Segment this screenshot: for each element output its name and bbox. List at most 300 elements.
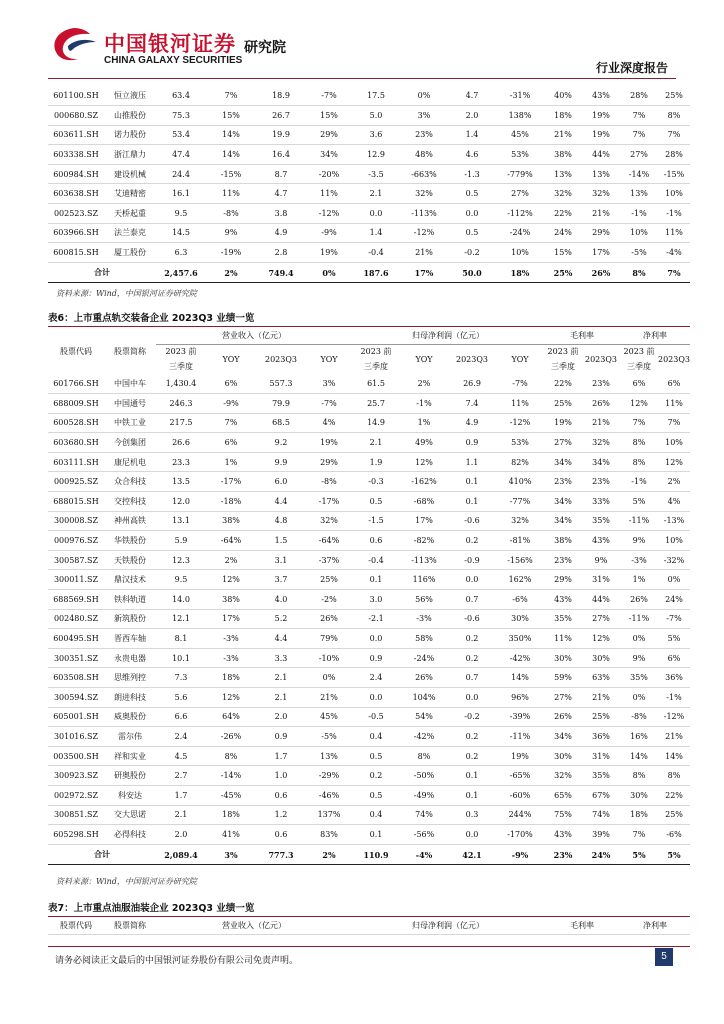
t6-cell: 31% (582, 746, 620, 766)
t6-cell: 30% (496, 609, 544, 629)
h-nm-ytd: 2023 前 (623, 347, 655, 357)
t6-cell: 26% (582, 394, 620, 414)
table7-caption: 表7：上市重点油服油装企业 2023Q3 业绩一览 (48, 903, 255, 914)
institute-label: 研究院 (244, 40, 286, 56)
t6-cell: 12% (400, 452, 448, 472)
h-gm-ytd2: 三季度 (551, 362, 575, 371)
t6-cell: -162% (400, 472, 448, 492)
t5-cell: -14% (620, 164, 658, 184)
t6-cell: 22% (658, 785, 690, 805)
t5-cell: 6.3 (156, 243, 206, 263)
t6-cell: 1.0 (256, 766, 306, 786)
t5-cell: 13% (620, 184, 658, 204)
t5-total-cell: 17% (400, 262, 448, 283)
t6-cell: 7% (206, 413, 256, 433)
t6-cell: 0.7 (448, 590, 496, 610)
t5-cell: 21% (400, 243, 448, 263)
t6-cell: 1.7 (156, 785, 206, 805)
t6-cell: 思维列控 (104, 668, 156, 688)
t6-cell: -3% (400, 609, 448, 629)
t5-cell: 138% (496, 106, 544, 126)
source-note-1: 资料来源：Wind，中国银河证券研究院 (56, 289, 197, 298)
t6-cell: -6% (496, 590, 544, 610)
t6-cell: 43% (544, 590, 582, 610)
t5-cell: 29% (306, 125, 352, 145)
t6-cell: 中国中车 (104, 374, 156, 394)
t5-cell: 24.4 (156, 164, 206, 184)
t5-cell: 9% (206, 223, 256, 243)
t5-cell: -24% (496, 223, 544, 243)
t6-cell: 0.6 (352, 531, 400, 551)
t5-cell: 603966.SH (48, 223, 104, 243)
t5-cell: -31% (496, 86, 544, 106)
t6-cell: 0.2 (448, 629, 496, 649)
t6-cell: 350% (496, 629, 544, 649)
table-row (48, 374, 690, 394)
t6-cell: 25% (582, 707, 620, 727)
t6-cell: 35% (620, 668, 658, 688)
page-header (0, 0, 724, 82)
t5-cell: 15% (306, 106, 352, 126)
t6-total-cell: 23% (544, 844, 582, 865)
t5-cell: 10% (620, 223, 658, 243)
t5-cell: 9.5 (156, 204, 206, 224)
t6-cell: 必得科技 (104, 825, 156, 845)
t6-cell: 10% (658, 531, 690, 551)
t5-total-cell: 26% (582, 262, 620, 283)
t6-cell: 14% (496, 668, 544, 688)
t5-cell: 53% (496, 145, 544, 165)
t5-cell: 18.9 (256, 86, 306, 106)
t6-cell: -7% (496, 374, 544, 394)
h-rev-ytd2: 三季度 (169, 362, 193, 371)
t6-cell: 43% (582, 531, 620, 551)
t6-cell: 49% (400, 433, 448, 453)
t7-col-revenue: 营业收入（亿元） (156, 918, 352, 934)
t5-cell: 43% (582, 86, 620, 106)
t6-cell: 26% (620, 590, 658, 610)
t6-cell: 25% (544, 394, 582, 414)
t6-cell: -10% (306, 648, 352, 668)
t5-cell: 法兰泰克 (104, 223, 156, 243)
t6-cell: 65% (544, 785, 582, 805)
t6-cell: 002972.SZ (48, 785, 104, 805)
t5-cell: 44% (582, 145, 620, 165)
t6-cell: 18% (620, 805, 658, 825)
t5-cell: -3.5 (352, 164, 400, 184)
t6-cell: 1.9 (352, 452, 400, 472)
t6-cell: 1.2 (256, 805, 306, 825)
t5-cell: 32% (400, 184, 448, 204)
t5-cell: 23% (400, 125, 448, 145)
t6-cell: 7% (658, 413, 690, 433)
t6-cell: 25% (306, 570, 352, 590)
t6-cell: 5% (620, 492, 658, 512)
t6-cell: 688009.SH (48, 394, 104, 414)
t6-cell: 21% (582, 413, 620, 433)
t6-cell: 2% (400, 374, 448, 394)
t6-cell: 10% (658, 433, 690, 453)
t6-cell: 鼎汉技术 (104, 570, 156, 590)
t7-col-code: 股票代码 (48, 918, 104, 934)
t5-cell: 18% (544, 106, 582, 126)
t6-cell: 21% (658, 727, 690, 747)
t6-cell: -0.2 (448, 707, 496, 727)
t6-cell: 29% (544, 570, 582, 590)
t6-cell: 0.7 (448, 668, 496, 688)
col-name: 股票简称 (114, 346, 146, 356)
t6-cell: 32% (582, 433, 620, 453)
t6-cell: 0.1 (448, 472, 496, 492)
t6-cell: 9% (620, 531, 658, 551)
t6-cell: -156% (496, 550, 544, 570)
col-revenue: 营业收入（亿元） (156, 328, 352, 344)
t6-total-cell: 3% (206, 844, 256, 865)
table-row (48, 805, 690, 825)
t6-cell: 7.3 (156, 668, 206, 688)
t5-cell: 浙江鼎力 (104, 145, 156, 165)
t6-cell: 45% (306, 707, 352, 727)
t6-cell: 26.9 (448, 374, 496, 394)
table6-top-rule (48, 326, 690, 327)
t5-total-cell: 187.6 (352, 262, 400, 283)
source-note-2: 资料来源：Wind，中国银河证券研究院 (56, 877, 197, 886)
t6-cell: 9.9 (256, 452, 306, 472)
t6-cell: 32% (544, 766, 582, 786)
t6-cell: -45% (206, 785, 256, 805)
table-row (48, 629, 690, 649)
t6-cell: -11% (620, 511, 658, 531)
footer-divider (48, 946, 690, 947)
t6-cell: 64% (206, 707, 256, 727)
t6-cell: 9% (582, 550, 620, 570)
t6-cell: 13.1 (156, 511, 206, 531)
t6-cell: 23% (544, 472, 582, 492)
t6-cell: 0.6 (256, 825, 306, 845)
t6-cell: 6% (206, 374, 256, 394)
table-row (48, 433, 690, 453)
t6-cell: 3.7 (256, 570, 306, 590)
t6-cell: 2.1 (352, 433, 400, 453)
t6-cell: 12% (658, 452, 690, 472)
t6-total-cell: 2,089.4 (156, 844, 206, 865)
t6-cell: 63% (582, 668, 620, 688)
t6-cell: 29% (306, 452, 352, 472)
t6-cell: -0.6 (448, 511, 496, 531)
t6-cell: 4.5 (156, 746, 206, 766)
t6-cell: 26% (400, 668, 448, 688)
t6-cell: 0.5 (352, 785, 400, 805)
t6-cell: -50% (400, 766, 448, 786)
col-net-margin: 净利率 (620, 328, 690, 344)
t5-cell: 16.4 (256, 145, 306, 165)
t6-total-cell: 24% (582, 844, 620, 865)
t6-cell: 19% (306, 433, 352, 453)
t6-cell: 0.9 (256, 727, 306, 747)
t6-cell: -6% (658, 825, 690, 845)
t6-cell: -2.1 (352, 609, 400, 629)
t6-cell: 300587.SZ (48, 550, 104, 570)
t6-cell: 交大思诺 (104, 805, 156, 825)
t5-total-cell: 0% (306, 262, 352, 283)
t6-cell: 天铁股份 (104, 550, 156, 570)
t6-cell: 0.0 (448, 825, 496, 845)
t5-cell: 0% (400, 86, 448, 106)
t6-cell: 74% (582, 805, 620, 825)
table-row (48, 785, 690, 805)
t6-cell: 8% (620, 766, 658, 786)
t5-cell: 4.7 (448, 86, 496, 106)
t6-cell: 4.8 (256, 511, 306, 531)
t6-cell: 4% (658, 492, 690, 512)
t6-cell: 1% (620, 570, 658, 590)
t6-cell: 0% (620, 688, 658, 708)
t6-cell: 59% (544, 668, 582, 688)
t6-cell: 688569.SH (48, 590, 104, 610)
t6-cell: 0.6 (256, 785, 306, 805)
t6-cell: 44% (582, 590, 620, 610)
t5-total-cell: 749.4 (256, 262, 306, 283)
col-gross-margin: 毛利率 (544, 328, 620, 344)
t5-cell: -112% (496, 204, 544, 224)
t6-cell: 1.5 (256, 531, 306, 551)
t6-cell: 0% (306, 668, 352, 688)
t5-cell: 600815.SH (48, 243, 104, 263)
t6-cell: 30% (544, 746, 582, 766)
t6-cell: 交控科技 (104, 492, 156, 512)
table-row (48, 125, 690, 145)
h-np-q3: 2023Q3 (455, 354, 488, 364)
t5-cell: 0.0 (448, 204, 496, 224)
t5-cell: 3.8 (256, 204, 306, 224)
t6-cell: 8% (206, 746, 256, 766)
t6-cell: 0.5 (352, 746, 400, 766)
t5-cell: 28% (620, 86, 658, 106)
t6-cell: -8% (306, 472, 352, 492)
footer-disclaimer: 请务必阅读正文最后的中国银河证券股份有限公司免责声明。 (55, 956, 299, 966)
t6-cell: 0.3 (448, 805, 496, 825)
t6-cell: -7% (306, 394, 352, 414)
t5-cell: 75.3 (156, 106, 206, 126)
table-row (48, 204, 690, 224)
t6-cell: 61.5 (352, 374, 400, 394)
t5-cell: 48% (400, 145, 448, 165)
t6-total-cell: 777.3 (256, 844, 306, 865)
t6-cell: 3.1 (256, 550, 306, 570)
galaxy-logo-icon (48, 24, 100, 64)
t6-cell: 600495.SH (48, 629, 104, 649)
table-row (48, 727, 690, 747)
table-row (48, 492, 690, 512)
t6-cell: -37% (306, 550, 352, 570)
h-rev-yoy2: YOY (320, 354, 338, 364)
t6-cell: 0.4 (352, 805, 400, 825)
t6-cell: -39% (496, 707, 544, 727)
t6-cell: 12% (206, 688, 256, 708)
t6-cell: -42% (400, 727, 448, 747)
t6-cell: 9.2 (256, 433, 306, 453)
t6-cell: 12% (620, 394, 658, 414)
t5-total-cell: 2,457.6 (156, 262, 206, 283)
t5-cell: 45% (496, 125, 544, 145)
t6-cell: 34% (582, 452, 620, 472)
t6-cell: -5% (306, 727, 352, 747)
t5-total-cell: 2% (206, 262, 256, 283)
t6-cell: 朗进科技 (104, 688, 156, 708)
t5-total-cell: 50.0 (448, 262, 496, 283)
t5-cell: 19% (582, 125, 620, 145)
t6-cell: 13.5 (156, 472, 206, 492)
t6-cell: 003500.SH (48, 746, 104, 766)
t5-total-cell: 7% (658, 262, 690, 283)
table7-top-rule (48, 916, 690, 917)
table-row (48, 746, 690, 766)
t6-cell: 1,430.4 (156, 374, 206, 394)
h-np-ytd2: 三季度 (364, 362, 388, 371)
t6-cell: 75% (544, 805, 582, 825)
t6-cell: 16% (620, 727, 658, 747)
t5-cell: -779% (496, 164, 544, 184)
t6-cell: 7.4 (448, 394, 496, 414)
t6-cell: -42% (496, 648, 544, 668)
table-row (48, 609, 690, 629)
t5-cell: 26.7 (256, 106, 306, 126)
t5-cell: 11% (658, 223, 690, 243)
t5-cell: 15% (544, 243, 582, 263)
table-row (48, 472, 690, 492)
t5-cell: -20% (306, 164, 352, 184)
t6-total-cell: -9% (496, 844, 544, 865)
t5-cell: 4.7 (256, 184, 306, 204)
t6-cell: 19% (496, 746, 544, 766)
t5-cell: 24% (544, 223, 582, 243)
t6-cell: 002480.SZ (48, 609, 104, 629)
h-nm-q3: 2023Q3 (658, 354, 690, 364)
t6-cell: 23% (582, 374, 620, 394)
table-row (48, 550, 690, 570)
t6-cell: 新筑股份 (104, 609, 156, 629)
t6-cell: 31% (582, 570, 620, 590)
t6-cell: 12.1 (156, 609, 206, 629)
t5-cell: 建设机械 (104, 164, 156, 184)
t6-cell: 30% (544, 648, 582, 668)
t6-cell: -46% (306, 785, 352, 805)
t6-cell: 永贵电器 (104, 648, 156, 668)
page-number: 5 (655, 948, 673, 966)
t5-cell: -1% (620, 204, 658, 224)
table-row (48, 452, 690, 472)
t6-cell: 0.4 (352, 727, 400, 747)
t5-cell: 4.9 (256, 223, 306, 243)
t5-cell: 32% (582, 184, 620, 204)
t6-cell: 3.3 (256, 648, 306, 668)
t5-cell: 3.6 (352, 125, 400, 145)
t6-cell: 8% (620, 433, 658, 453)
t5-cell: -9% (306, 223, 352, 243)
table-row (48, 707, 690, 727)
t5-cell: 7% (620, 125, 658, 145)
table-oilfield-services (48, 918, 690, 935)
t5-cell: 603338.SH (48, 145, 104, 165)
t6-cell: 30% (582, 648, 620, 668)
t6-cell: 中铁工业 (104, 413, 156, 433)
table-row (48, 825, 690, 845)
t6-cell: 17% (206, 609, 256, 629)
t6-cell: 18% (206, 668, 256, 688)
t6-total-cell: 合计 (48, 844, 156, 865)
t6-cell: 晋西车轴 (104, 629, 156, 649)
t5-cell: 0.5 (448, 223, 496, 243)
t6-cell: 68.5 (256, 413, 306, 433)
t7-col-gross-margin: 毛利率 (544, 918, 620, 934)
t6-cell: 38% (544, 531, 582, 551)
t5-cell: 7% (658, 125, 690, 145)
t6-cell: -11% (496, 727, 544, 747)
t5-cell: 21% (582, 204, 620, 224)
t5-cell: 2.0 (448, 106, 496, 126)
h-rev-q3: 2023Q3 (264, 354, 297, 364)
h-rev-ytd: 2023 前 (165, 347, 197, 357)
t6-cell: 0.2 (352, 766, 400, 786)
t6-cell: 79.9 (256, 394, 306, 414)
t6-cell: 32% (306, 511, 352, 531)
t5-cell: 63.4 (156, 86, 206, 106)
t6-cell: -65% (496, 766, 544, 786)
t6-cell: 5.9 (156, 531, 206, 551)
t6-cell: 2.1 (256, 668, 306, 688)
h-rev-yoy1: YOY (222, 354, 240, 364)
t6-cell: 26% (306, 609, 352, 629)
t6-cell: 43% (544, 825, 582, 845)
t6-cell: -17% (206, 472, 256, 492)
t6-cell: 2.7 (156, 766, 206, 786)
t6-cell: 0.1 (352, 570, 400, 590)
t6-cell: 17% (400, 511, 448, 531)
t6-cell: 0.9 (352, 648, 400, 668)
t6-cell: 2.1 (256, 688, 306, 708)
t5-cell: 40% (544, 86, 582, 106)
table-row (48, 394, 690, 414)
t6-cell: 众合科技 (104, 472, 156, 492)
t5-cell: -19% (206, 243, 256, 263)
t5-cell: 600984.SH (48, 164, 104, 184)
t5-cell: 7% (620, 106, 658, 126)
t6-cell: -1% (658, 688, 690, 708)
t6-cell: -3% (620, 550, 658, 570)
t6-cell: 41% (206, 825, 256, 845)
t6-cell: 铁科轨道 (104, 590, 156, 610)
table-row (48, 106, 690, 126)
h-np-yoy1: YOY (415, 354, 433, 364)
t6-total-cell: 2% (306, 844, 352, 865)
t6-cell: 4.4 (256, 492, 306, 512)
t5-cell: -0.4 (352, 243, 400, 263)
t5-cell: 1.4 (352, 223, 400, 243)
t6-cell: 0.2 (448, 746, 496, 766)
t6-cell: -56% (400, 825, 448, 845)
t7-col-net-margin: 净利率 (620, 918, 690, 934)
t6-cell: 14% (658, 746, 690, 766)
table-row (48, 688, 690, 708)
t5-cell: 21% (544, 125, 582, 145)
table-row (48, 243, 690, 263)
t6-cell: 32% (496, 511, 544, 531)
t6-cell: -32% (658, 550, 690, 570)
t6-cell: 33% (582, 492, 620, 512)
t5-cell: 34% (306, 145, 352, 165)
t5-cell: 2.1 (352, 184, 400, 204)
t5-cell: 14% (206, 145, 256, 165)
